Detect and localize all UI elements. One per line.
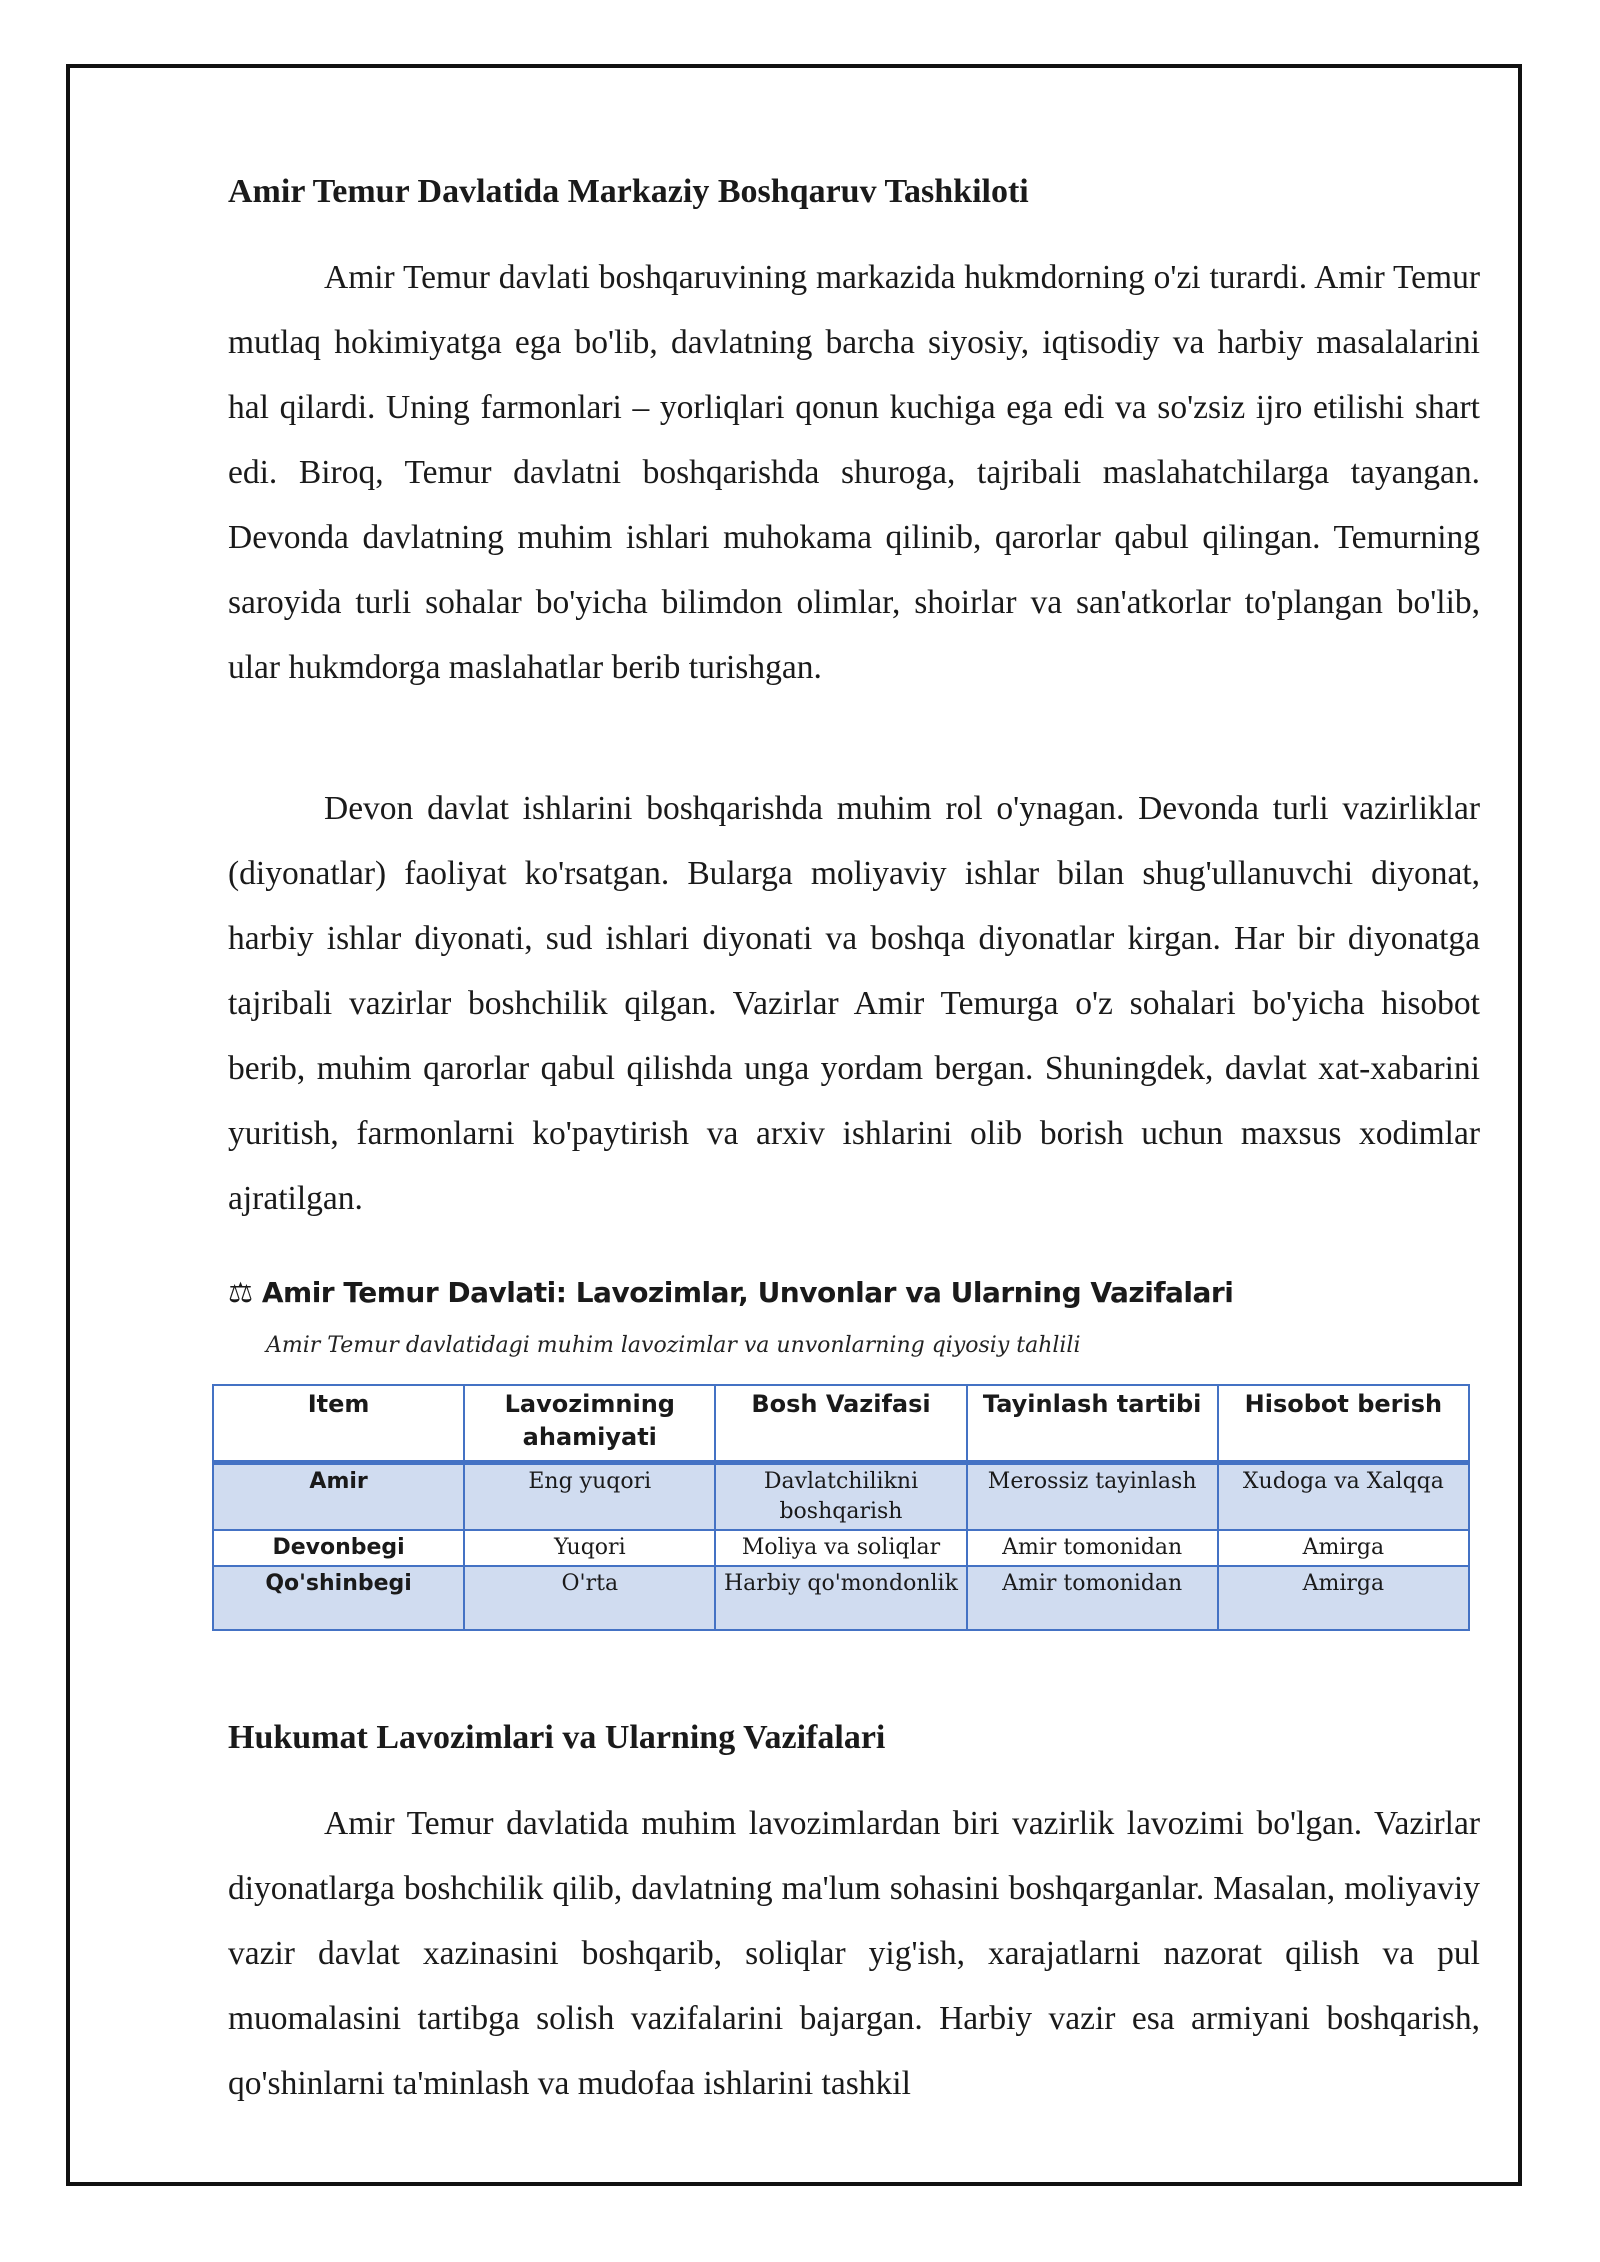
section-1-heading: Amir Temur Davlatida Markaziy Boshqaruv Tashkiloti xyxy=(228,173,1029,210)
section-1-paragraph-1: Amir Temur davlati boshqaruvining markazida hukmdorning o'zi turardi. Amir Temur mutlaq hokimiyatga ega bo'lib, davlatning barcha siyosiy, iqtisodiy va harbiy masalalarini hal qilardi. Uning farmonlari – yorliqlari qonun kuchiga ega edi va so'zsiz ijro etilishi shart edi. Biroq, Temur davlatni boshqarishda shuroga, tajribali maslahatchilarga tayangan. Devonda davlatning muhim ishlari muhokama qilinib, qarorlar qabul qilingan. Temurning saroyida turli sohalar bo'yicha bilimdon olimlar, shoirlar va san'atkorlar to'plangan bo'lib, ular hukmdorga maslahatlar berib turishgan. xyxy=(228,259,1480,686)
section-2-paragraph-1: Amir Temur davlatida muhim lavozimlardan biri vazirlik lavozimi bo'lgan. Vazirlar diyonatlarga boshchilik qilib, davlatning ma'lum sohasini boshqarganlar. Masalan, moliyaviy vazir davlat xazinasini boshqarib, soliqlar yig'ish, xarajatlarni nazorat qilish va pul muomalasini tartibga solish vazifalarini bajargan. Harbiy vazir esa armiyani boshqarish, qo'shinlarni ta'minlash va mudofaa ishlarini tashkil xyxy=(228,1805,1480,2102)
table-header-cell: Bosh Vazifasi xyxy=(715,1385,966,1463)
table-cell: O'rta xyxy=(464,1566,715,1630)
section-2-body xyxy=(228,1791,1480,2121)
table-cell: Amir tomonidan xyxy=(967,1530,1218,1566)
table-cell: Merossiz tayinlash xyxy=(967,1463,1218,1531)
section-1-body xyxy=(228,245,1480,700)
table-subtitle: Amir Temur davlatidagi muhim lavozimlar va unvonlarning qiyosiy tahlili xyxy=(266,1333,1081,1358)
table-header-cell: Item xyxy=(213,1385,464,1463)
table-title-text: Amir Temur Davlati: Lavozimlar, Unvonlar va Ularning Vazifalari xyxy=(261,1276,1234,1309)
table-row xyxy=(213,1530,1469,1566)
table-header-row xyxy=(213,1385,1469,1463)
table-cell: Moliya va soliqlar xyxy=(715,1530,966,1566)
table-header-cell: Hisobot berish xyxy=(1218,1385,1469,1463)
section-1 xyxy=(228,172,1480,213)
table-cell: Yuqori xyxy=(464,1530,715,1566)
table-row xyxy=(213,1566,1469,1630)
scales-icon: ⚖ xyxy=(228,1276,253,1309)
section-2-heading: Hukumat Lavozimlari va Ularning Vazifalari xyxy=(228,1719,886,1756)
table-cell: Eng yuqori xyxy=(464,1463,715,1531)
positions-table xyxy=(212,1384,1470,1631)
table-row-head: Qo'shinbegi xyxy=(213,1566,464,1630)
section-1-paragraph-2: Devon davlat ishlarini boshqarishda muhim rol o'ynagan. Devonda turli vazirliklar (diyonatlar) faoliyat ko'rsatgan. Bularga moliyaviy ishlar bilan shug'ullanuvchi diyonat, harbiy ishlar diyonati, sud ishlari diyonati va boshqa diyonatlar kirgan. Har bir diyonatga tajribali vazirlar boshchilik qilgan. Vazirlar Amir Temurga o'z sohalari bo'yicha hisobot berib, muhim qarorlar qabul qilishda unga yordam bergan. Shuningdek, davlat xat-xabarini yuritish, farmonlarni ko'paytirish va arxiv ishlarini olib borish uchun maxsus xodimlar ajratilgan. xyxy=(228,790,1480,1217)
section-1-body-2 xyxy=(228,776,1480,1231)
table-cell: Xudoga va Xalqqa xyxy=(1218,1463,1469,1531)
table-header-cell: Tayinlash tartibi xyxy=(967,1385,1218,1463)
table-title xyxy=(228,1276,1233,1309)
table-cell: Amir tomonidan xyxy=(967,1566,1218,1630)
table-cell: Amirga xyxy=(1218,1566,1469,1630)
table-cell: Amirga xyxy=(1218,1530,1469,1566)
table-row xyxy=(213,1463,1469,1531)
section-2 xyxy=(228,1718,1480,1759)
table-row-head: Amir xyxy=(213,1463,464,1531)
table-cell: Harbiy qo'mondonlik xyxy=(715,1566,966,1630)
table-cell: Davlatchilikni boshqarish xyxy=(715,1463,966,1531)
table-header-cell: Lavozimning ahamiyati xyxy=(464,1385,715,1463)
table-row-head: Devonbegi xyxy=(213,1530,464,1566)
